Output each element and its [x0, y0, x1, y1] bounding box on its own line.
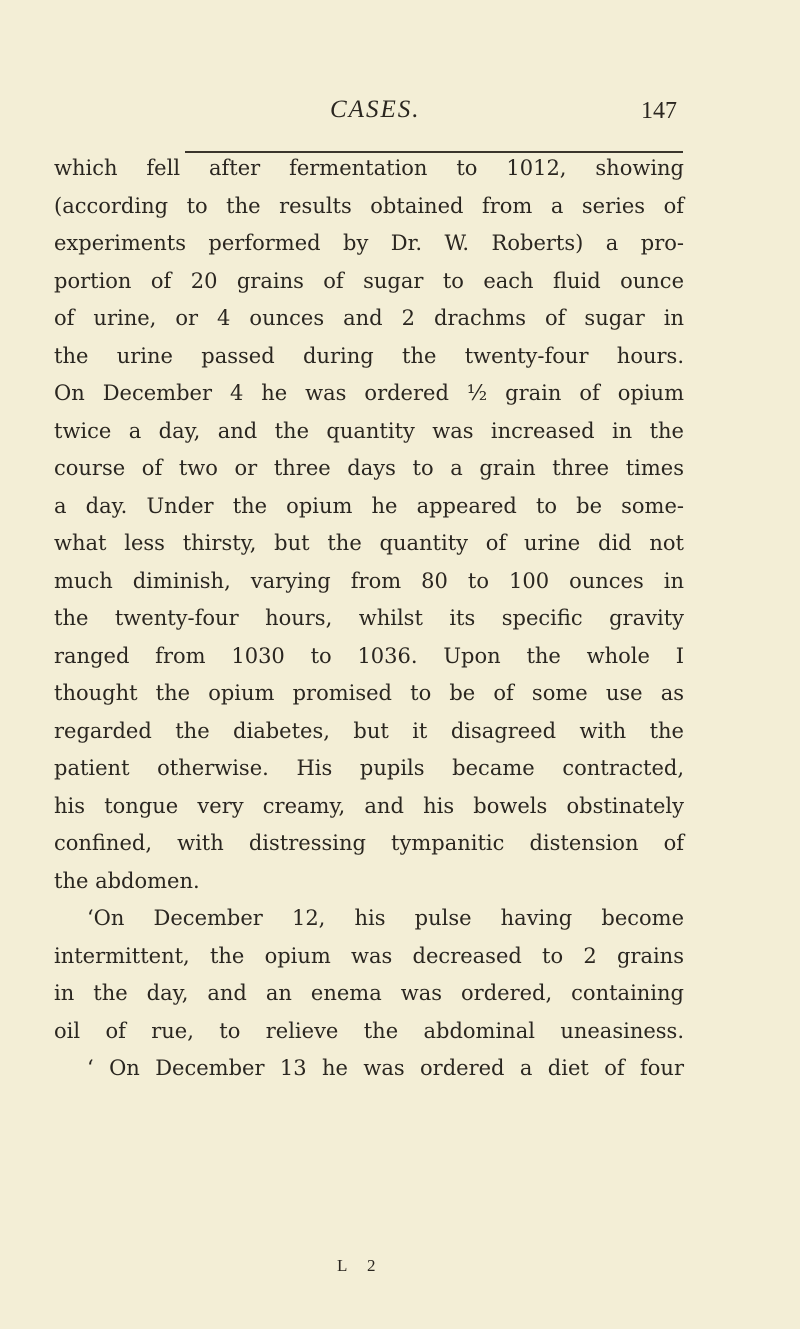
text-line: ‘ On December 13 he was ordered a diet of four [87, 1056, 684, 1080]
text-line: regarded the diabetes, but it disagreed with the [54, 718, 684, 743]
text-line: of urine, or 4 ounces and 2 drachms of sugar in [54, 306, 684, 330]
text-line: oil of rue, to relieve the abdominal uneasiness. [54, 1018, 684, 1043]
body-text [54, 150, 684, 1088]
text-line: portion of 20 grains of sugar to each fluid ounce [54, 268, 684, 293]
text-line: a day. Under the opium he appeared to be some- [54, 493, 684, 518]
text-line: the urine passed during the twenty-four hours. [54, 343, 684, 368]
text-line: ‘On December 12, his pulse having become [87, 906, 684, 930]
text-line: which fell after fermentation to 1012, showing [54, 156, 684, 180]
page-number: 147 [641, 98, 677, 124]
running-title: CASES. [330, 96, 421, 123]
text-line: patient otherwise. His pupils became contracted, [54, 756, 684, 780]
text-line: ranged from 1030 to 1036. Upon the whole I [54, 643, 684, 668]
text-line: his tongue very creamy, and his bowels obstinately [54, 793, 684, 818]
text-line: confined, with distressing tympanitic distension of [54, 831, 684, 855]
text-line: On December 4 he was ordered ½ grain of opium [54, 381, 684, 405]
text-line: thought the opium promised to be of some use as [54, 681, 684, 705]
text-line: twice a day, and the quantity was increased in the [54, 418, 684, 443]
text-line: intermittent, the opium was decreased to 2 grains [54, 943, 684, 968]
text-line: in the day, and an enema was ordered, containing [54, 981, 684, 1005]
text-line: what less thirsty, but the quantity of urine did not [54, 531, 684, 555]
text-line: course of two or three days to a grain three times [54, 456, 684, 480]
signature-mark: L 2 [337, 1256, 384, 1275]
text-line: experiments performed by Dr. W. Roberts) a pro- [54, 231, 684, 255]
text-line: (according to the results obtained from a series of [54, 193, 684, 218]
page-header [0, 92, 800, 132]
text-line: much diminish, varying from 80 to 100 ounces in [54, 568, 684, 593]
text-line: the abdomen. [54, 868, 200, 893]
text-line: the twenty-four hours, whilst its specific gravity [54, 606, 684, 630]
